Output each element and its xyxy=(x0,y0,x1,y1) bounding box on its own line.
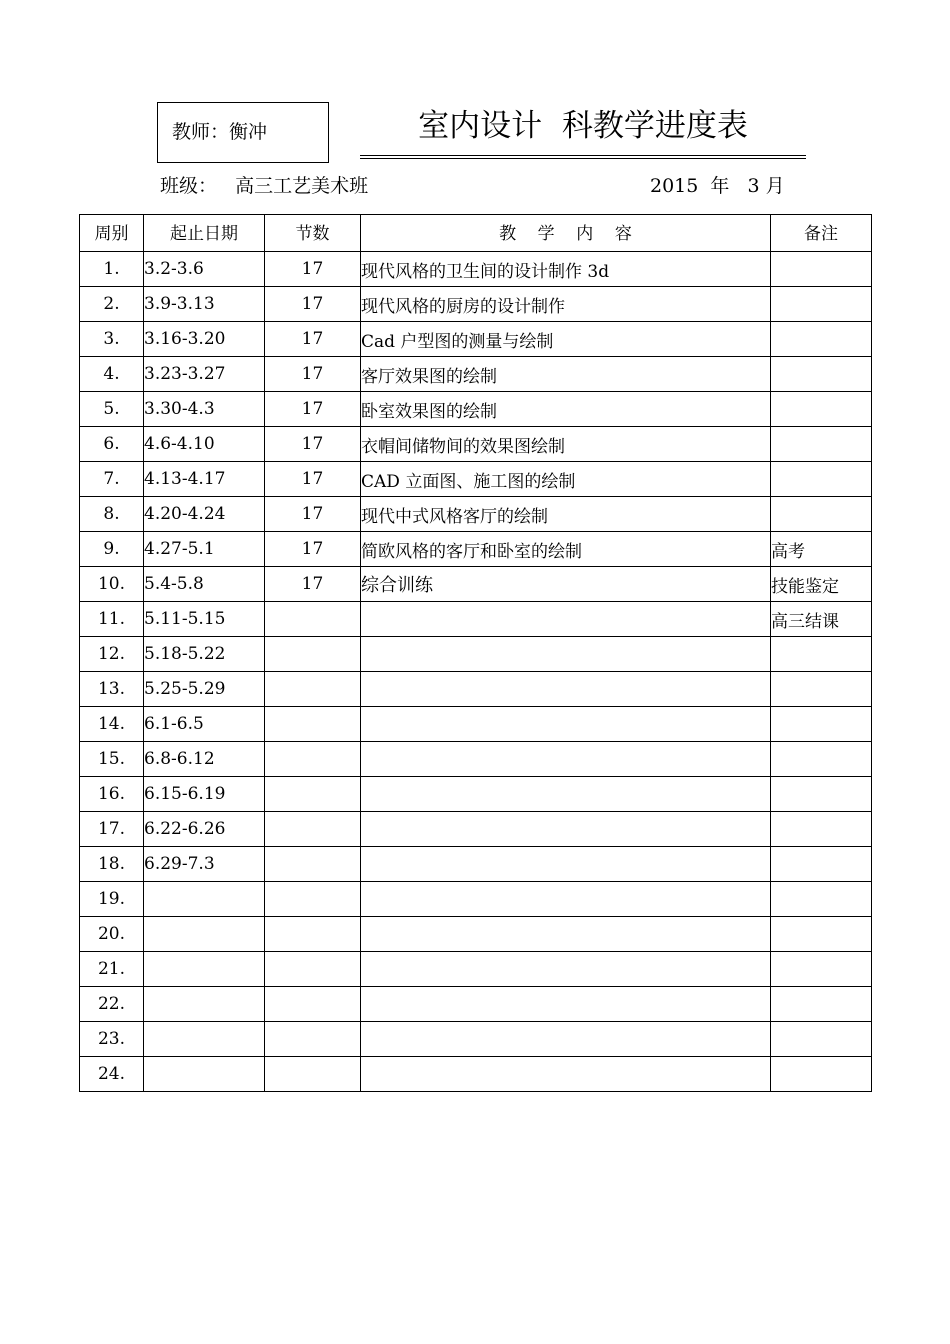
dates-cell: 6.8-6.12 xyxy=(144,742,265,777)
dates-cell xyxy=(144,952,265,987)
content-cell xyxy=(361,777,771,812)
page-title: 室内设计 科教学进度表 xyxy=(418,108,748,144)
content-cell xyxy=(361,707,771,742)
dates-cell: 4.27-5.1 xyxy=(144,532,265,567)
week-cell: 8. xyxy=(80,497,144,532)
dates-cell: 3.2-3.6 xyxy=(144,252,265,287)
note-cell xyxy=(771,917,872,952)
note-cell xyxy=(771,882,872,917)
hours-cell: 17 xyxy=(265,497,361,532)
hours-cell: 17 xyxy=(265,532,361,567)
content-cell: CAD 立面图、施工图的绘制 xyxy=(361,462,771,497)
hours-cell xyxy=(265,812,361,847)
week-cell: 18. xyxy=(80,847,144,882)
content-cell: 衣帽间储物间的效果图绘制 xyxy=(361,427,771,462)
teacher-box xyxy=(157,102,329,163)
content-cell xyxy=(361,882,771,917)
week-cell: 1. xyxy=(80,252,144,287)
dates-cell: 4.20-4.24 xyxy=(144,497,265,532)
content-cell xyxy=(361,1057,771,1092)
table-row xyxy=(80,637,872,672)
note-cell xyxy=(771,672,872,707)
note-cell xyxy=(771,427,872,462)
content-cell xyxy=(361,847,771,882)
dates-cell xyxy=(144,1022,265,1057)
content-cell xyxy=(361,602,771,637)
table-header-row xyxy=(80,215,872,252)
hours-cell xyxy=(265,637,361,672)
table-row xyxy=(80,602,872,637)
content-cell xyxy=(361,672,771,707)
table-row xyxy=(80,427,872,462)
table-row xyxy=(80,812,872,847)
hours-cell: 17 xyxy=(265,287,361,322)
note-cell xyxy=(771,287,872,322)
table-row xyxy=(80,567,872,602)
content-cell: 客厅效果图的绘制 xyxy=(361,357,771,392)
week-cell: 5. xyxy=(80,392,144,427)
dates-cell xyxy=(144,882,265,917)
note-cell xyxy=(771,252,872,287)
week-cell: 7. xyxy=(80,462,144,497)
week-cell: 14. xyxy=(80,707,144,742)
note-cell xyxy=(771,777,872,812)
week-cell: 23. xyxy=(80,1022,144,1057)
content-cell xyxy=(361,952,771,987)
week-cell: 10. xyxy=(80,567,144,602)
hours-cell xyxy=(265,707,361,742)
dates-cell: 4.6-4.10 xyxy=(144,427,265,462)
note-cell: 技能鉴定 xyxy=(771,567,872,602)
week-cell: 12. xyxy=(80,637,144,672)
week-cell: 6. xyxy=(80,427,144,462)
note-cell xyxy=(771,637,872,672)
table-row xyxy=(80,987,872,1022)
dates-cell: 5.25-5.29 xyxy=(144,672,265,707)
table-row xyxy=(80,707,872,742)
content-cell: 现代风格的厨房的设计制作 xyxy=(361,287,771,322)
note-cell xyxy=(771,322,872,357)
week-cell: 15. xyxy=(80,742,144,777)
hours-cell: 17 xyxy=(265,322,361,357)
hours-cell xyxy=(265,847,361,882)
dates-cell: 3.9-3.13 xyxy=(144,287,265,322)
note-cell xyxy=(771,742,872,777)
dates-cell xyxy=(144,1057,265,1092)
dates-cell: 6.29-7.3 xyxy=(144,847,265,882)
dates-cell xyxy=(144,917,265,952)
week-cell: 21. xyxy=(80,952,144,987)
content-cell: 简欧风格的客厅和卧室的绘制 xyxy=(361,532,771,567)
week-cell: 13. xyxy=(80,672,144,707)
hours-cell: 17 xyxy=(265,392,361,427)
teacher-name: 教师：衡冲 xyxy=(172,121,268,143)
note-cell: 高考 xyxy=(771,532,872,567)
table-row xyxy=(80,1057,872,1092)
hours-cell: 17 xyxy=(265,427,361,462)
column-header-dates: 起止日期 xyxy=(144,215,265,252)
column-header-hours: 节数 xyxy=(265,215,361,252)
table-row xyxy=(80,497,872,532)
date-label: 2015 年 3 月 xyxy=(650,175,785,197)
note-cell xyxy=(771,707,872,742)
dates-cell: 5.11-5.15 xyxy=(144,602,265,637)
dates-cell: 3.23-3.27 xyxy=(144,357,265,392)
week-cell: 22. xyxy=(80,987,144,1022)
week-cell: 3. xyxy=(80,322,144,357)
dates-cell: 6.15-6.19 xyxy=(144,777,265,812)
schedule-table xyxy=(79,214,872,1092)
column-header-note: 备注 xyxy=(771,215,872,252)
table-row xyxy=(80,532,872,567)
note-cell xyxy=(771,1057,872,1092)
dates-cell: 5.18-5.22 xyxy=(144,637,265,672)
dates-cell: 3.30-4.3 xyxy=(144,392,265,427)
week-cell: 20. xyxy=(80,917,144,952)
class-label: 班级： 高三工艺美术班 xyxy=(160,175,369,197)
week-cell: 17. xyxy=(80,812,144,847)
table-row xyxy=(80,392,872,427)
hours-cell xyxy=(265,952,361,987)
table-row xyxy=(80,322,872,357)
hours-cell: 17 xyxy=(265,567,361,602)
note-cell: 高三结课 xyxy=(771,602,872,637)
hours-cell xyxy=(265,882,361,917)
week-cell: 11. xyxy=(80,602,144,637)
content-cell: 卧室效果图的绘制 xyxy=(361,392,771,427)
hours-cell: 17 xyxy=(265,462,361,497)
dates-cell: 6.1-6.5 xyxy=(144,707,265,742)
content-cell: Cad 户型图的测量与绘制 xyxy=(361,322,771,357)
hours-cell xyxy=(265,987,361,1022)
content-cell xyxy=(361,742,771,777)
dates-cell: 3.16-3.20 xyxy=(144,322,265,357)
week-cell: 24. xyxy=(80,1057,144,1092)
content-cell: 综合训练 xyxy=(361,567,771,602)
hours-cell xyxy=(265,777,361,812)
week-cell: 4. xyxy=(80,357,144,392)
note-cell xyxy=(771,357,872,392)
content-cell xyxy=(361,637,771,672)
schedule-body xyxy=(80,252,872,1092)
table-row xyxy=(80,252,872,287)
content-cell xyxy=(361,987,771,1022)
week-cell: 16. xyxy=(80,777,144,812)
hours-cell: 17 xyxy=(265,252,361,287)
hours-cell xyxy=(265,672,361,707)
table-row xyxy=(80,1022,872,1057)
hours-cell xyxy=(265,742,361,777)
note-cell xyxy=(771,847,872,882)
note-cell xyxy=(771,392,872,427)
content-cell xyxy=(361,812,771,847)
content-cell: 现代中式风格客厅的绘制 xyxy=(361,497,771,532)
note-cell xyxy=(771,952,872,987)
dates-cell: 5.4-5.8 xyxy=(144,567,265,602)
table-row xyxy=(80,742,872,777)
week-cell: 9. xyxy=(80,532,144,567)
column-header-week: 周别 xyxy=(80,215,144,252)
dates-cell: 6.22-6.26 xyxy=(144,812,265,847)
content-cell: 现代风格的卫生间的设计制作 3d xyxy=(361,252,771,287)
table-row xyxy=(80,777,872,812)
note-cell xyxy=(771,462,872,497)
column-header-content: 教 学 内 容 xyxy=(361,215,771,252)
table-row xyxy=(80,847,872,882)
note-cell xyxy=(771,812,872,847)
table-row xyxy=(80,357,872,392)
table-row xyxy=(80,287,872,322)
table-row xyxy=(80,917,872,952)
content-cell xyxy=(361,917,771,952)
content-cell xyxy=(361,1022,771,1057)
hours-cell xyxy=(265,602,361,637)
week-cell: 2. xyxy=(80,287,144,322)
table-row xyxy=(80,672,872,707)
hours-cell: 17 xyxy=(265,357,361,392)
hours-cell xyxy=(265,1057,361,1092)
dates-cell: 4.13-4.17 xyxy=(144,462,265,497)
note-cell xyxy=(771,1022,872,1057)
hours-cell xyxy=(265,1022,361,1057)
table-row xyxy=(80,952,872,987)
note-cell xyxy=(771,497,872,532)
table-row xyxy=(80,462,872,497)
table-row xyxy=(80,882,872,917)
note-cell xyxy=(771,987,872,1022)
week-cell: 19. xyxy=(80,882,144,917)
title-double-rule xyxy=(360,155,806,159)
dates-cell xyxy=(144,987,265,1022)
hours-cell xyxy=(265,917,361,952)
